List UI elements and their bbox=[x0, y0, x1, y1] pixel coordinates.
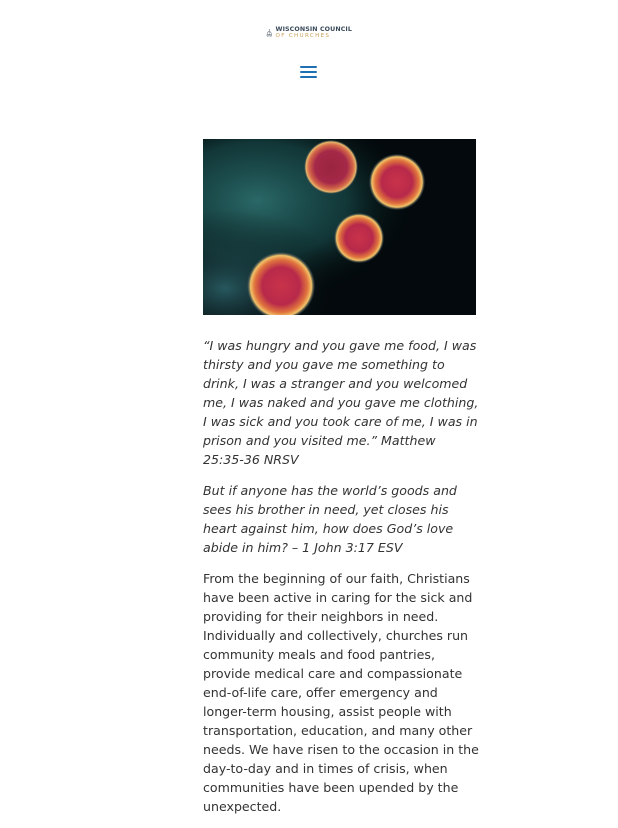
scripture-quote-john: But if anyone has the world’s goods and sees his brother in need, yet closes his heart against him, how does God’s love abide in him? – 1 John 3:17 ESV bbox=[203, 483, 457, 555]
site-header bbox=[0, 0, 618, 110]
church-logo-icon bbox=[266, 16, 273, 50]
site-logo[interactable] bbox=[266, 16, 352, 50]
logo-title: WISCONSIN COUNCIL bbox=[275, 25, 352, 33]
article-content bbox=[203, 336, 479, 828]
scripture-quote-matthew: “I was hungry and you gave me food, I was thirsty and you gave me something to drink, I was a stranger and you welcomed me, I was naked and you gave me clothing, I was sick and you took care of me, I was in prison and you visited me.” Matthew 25:35-36 NRSV bbox=[203, 338, 479, 467]
hero-image bbox=[203, 139, 476, 315]
article-paragraph: From the beginning of our faith, Christians have been active in caring for the sick and providing for their neighbors in need. Individually and collectively, churches run community meals and food pantries, provide medical care and compassionate end-of-life care, offer emergency and longer-term housing, assist people with transportation, education, and many other needs. We have risen to the occasion in the day-to-day and in times of crisis, when communities have been upended by the unexpected. bbox=[203, 571, 479, 814]
logo-subtitle: OF CHURCHES bbox=[275, 32, 331, 39]
hamburger-menu-icon bbox=[300, 66, 317, 68]
menu-button[interactable] bbox=[300, 66, 317, 80]
